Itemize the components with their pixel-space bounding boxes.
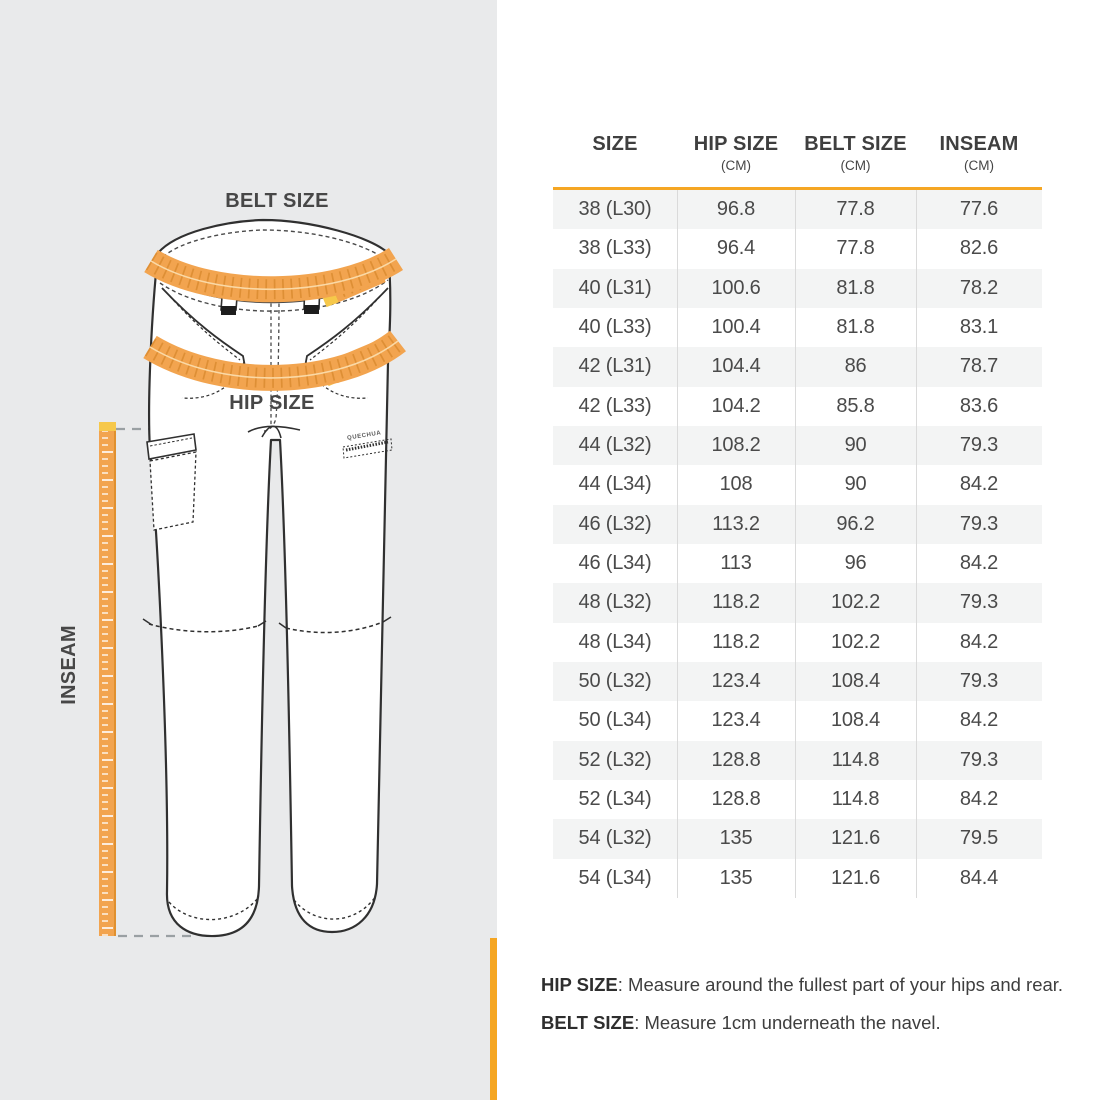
value-cell: 108.4 xyxy=(830,709,881,732)
value-cell: 114.8 xyxy=(831,748,880,771)
table-row xyxy=(553,347,1042,386)
cargo-pocket xyxy=(147,434,196,530)
value-cell: 84.2 xyxy=(959,473,999,496)
value-cell: 84.4 xyxy=(959,866,999,889)
value-cell: 85.8 xyxy=(836,394,875,417)
table-row xyxy=(553,387,1042,426)
value-cell: 79.3 xyxy=(959,748,999,771)
pants-diagram xyxy=(0,0,497,1100)
value-cell: 79.3 xyxy=(959,669,999,692)
value-cell: 118.2 xyxy=(712,630,760,653)
value-cell: 114.8 xyxy=(831,787,880,810)
value-cell: 79.3 xyxy=(959,512,999,535)
size-table xyxy=(553,130,1042,898)
size-cell: 44 (L34) xyxy=(578,473,652,496)
value-cell: 100.4 xyxy=(711,315,761,338)
value-cell: 104.2 xyxy=(711,394,761,417)
value-cell: 77.8 xyxy=(836,237,875,260)
value-cell: 83.1 xyxy=(959,315,999,338)
value-cell: 96.2 xyxy=(836,512,875,535)
size-cell: 44 (L32) xyxy=(578,433,652,456)
pants-outline xyxy=(149,220,390,936)
table-row xyxy=(553,190,1042,229)
value-cell: 90 xyxy=(844,473,867,496)
belt-size-label: BELT SIZE xyxy=(225,190,329,212)
table-row xyxy=(553,505,1042,544)
hip-size-label: HIP SIZE xyxy=(229,392,315,414)
belt-size-instruction: BELT SIZE: Measure 1cm underneath the navel. xyxy=(541,1012,941,1033)
value-cell: 128.8 xyxy=(711,787,761,810)
value-cell: 78.2 xyxy=(959,276,999,299)
size-cell: 40 (L31) xyxy=(578,276,652,299)
value-cell: 84.2 xyxy=(959,787,999,810)
value-cell: 108 xyxy=(719,473,753,496)
size-cell: 42 (L31) xyxy=(578,355,652,378)
table-row xyxy=(553,544,1042,583)
value-cell: 113 xyxy=(720,551,752,574)
value-cell: 96 xyxy=(844,551,867,574)
column-header-size: SIZE xyxy=(592,133,638,155)
value-cell: 79.3 xyxy=(959,591,999,614)
value-cell: 78.7 xyxy=(959,355,999,378)
value-cell: 121.6 xyxy=(830,866,881,889)
size-cell: 48 (L34) xyxy=(578,630,652,653)
table-row xyxy=(553,465,1042,504)
size-cell: 54 (L34) xyxy=(578,866,652,889)
value-cell: 77.8 xyxy=(836,198,875,220)
value-cell: 123.4 xyxy=(711,709,761,732)
table-row xyxy=(553,623,1042,662)
table-row xyxy=(553,308,1042,347)
size-cell: 46 (L34) xyxy=(578,551,652,574)
table-body xyxy=(553,190,1042,898)
value-cell: 108.2 xyxy=(711,433,761,456)
value-cell: 84.2 xyxy=(959,709,999,732)
size-cell: 38 (L33) xyxy=(578,237,652,260)
inseam-ruler-icon xyxy=(99,422,116,936)
value-cell: 79.3 xyxy=(959,433,999,456)
value-cell: 108.4 xyxy=(830,669,881,692)
value-cell: 90 xyxy=(844,433,867,456)
table-row xyxy=(553,269,1042,308)
value-cell: 84.2 xyxy=(959,551,999,574)
size-cell: 46 (L32) xyxy=(578,512,652,535)
value-cell: 81.8 xyxy=(836,315,875,338)
table-row xyxy=(553,662,1042,701)
value-cell: 118.2 xyxy=(712,591,760,614)
size-cell: 40 (L33) xyxy=(578,315,652,338)
size-cell: 52 (L32) xyxy=(578,748,652,771)
hip-size-instruction: HIP SIZE: Measure around the fullest part of your hips and rear. xyxy=(541,974,1064,995)
table-row xyxy=(553,780,1042,819)
size-cell: 50 (L34) xyxy=(578,709,652,732)
value-cell: 84.2 xyxy=(959,630,999,653)
table-row xyxy=(553,819,1042,858)
size-cell: 48 (L32) xyxy=(578,591,652,614)
column-divider xyxy=(677,190,678,898)
value-cell: 86 xyxy=(844,355,867,378)
table-row xyxy=(553,583,1042,622)
value-cell: 83.6 xyxy=(959,394,999,417)
size-cell: 54 (L32) xyxy=(578,827,652,850)
inseam-label: INSEAM xyxy=(58,625,80,705)
size-cell: 50 (L32) xyxy=(578,669,652,692)
footer-accent-bar xyxy=(490,938,497,1100)
value-cell: 121.6 xyxy=(830,827,881,850)
size-cell: 42 (L33) xyxy=(578,394,652,417)
value-cell: 96.8 xyxy=(716,198,756,220)
table-row xyxy=(553,741,1042,780)
value-cell: 123.4 xyxy=(711,669,761,692)
value-cell: 77.6 xyxy=(959,198,999,220)
value-cell: 81.8 xyxy=(836,276,875,299)
value-cell: 102.2 xyxy=(830,591,881,614)
column-header-hip-size: HIP SIZE (CM) xyxy=(693,133,779,173)
table-row xyxy=(553,426,1042,465)
column-divider xyxy=(916,190,917,898)
value-cell: 100.6 xyxy=(711,276,761,299)
value-cell: 135 xyxy=(719,827,753,850)
value-cell: 79.5 xyxy=(959,827,999,850)
measurement-diagram-panel xyxy=(0,0,497,1100)
size-cell: 38 (L30) xyxy=(578,198,652,220)
column-header-belt-size: BELT SIZE (CM) xyxy=(804,133,907,173)
table-row xyxy=(553,229,1042,268)
table-header-row xyxy=(553,130,1042,187)
value-cell: 113.2 xyxy=(712,512,760,535)
value-cell: 96.4 xyxy=(716,237,756,260)
value-cell: 102.2 xyxy=(830,630,881,653)
brand-label: QUECHUA xyxy=(346,430,382,442)
size-cell: 52 (L34) xyxy=(578,787,652,810)
column-divider xyxy=(795,190,796,898)
table-row xyxy=(553,701,1042,740)
value-cell: 135 xyxy=(719,866,753,889)
value-cell: 82.6 xyxy=(959,237,999,260)
value-cell: 104.4 xyxy=(711,355,761,378)
table-row xyxy=(553,859,1042,898)
value-cell: 128.8 xyxy=(711,748,761,771)
column-header-inseam: INSEAM (CM) xyxy=(939,133,1019,173)
measurement-instructions xyxy=(541,966,1081,1042)
